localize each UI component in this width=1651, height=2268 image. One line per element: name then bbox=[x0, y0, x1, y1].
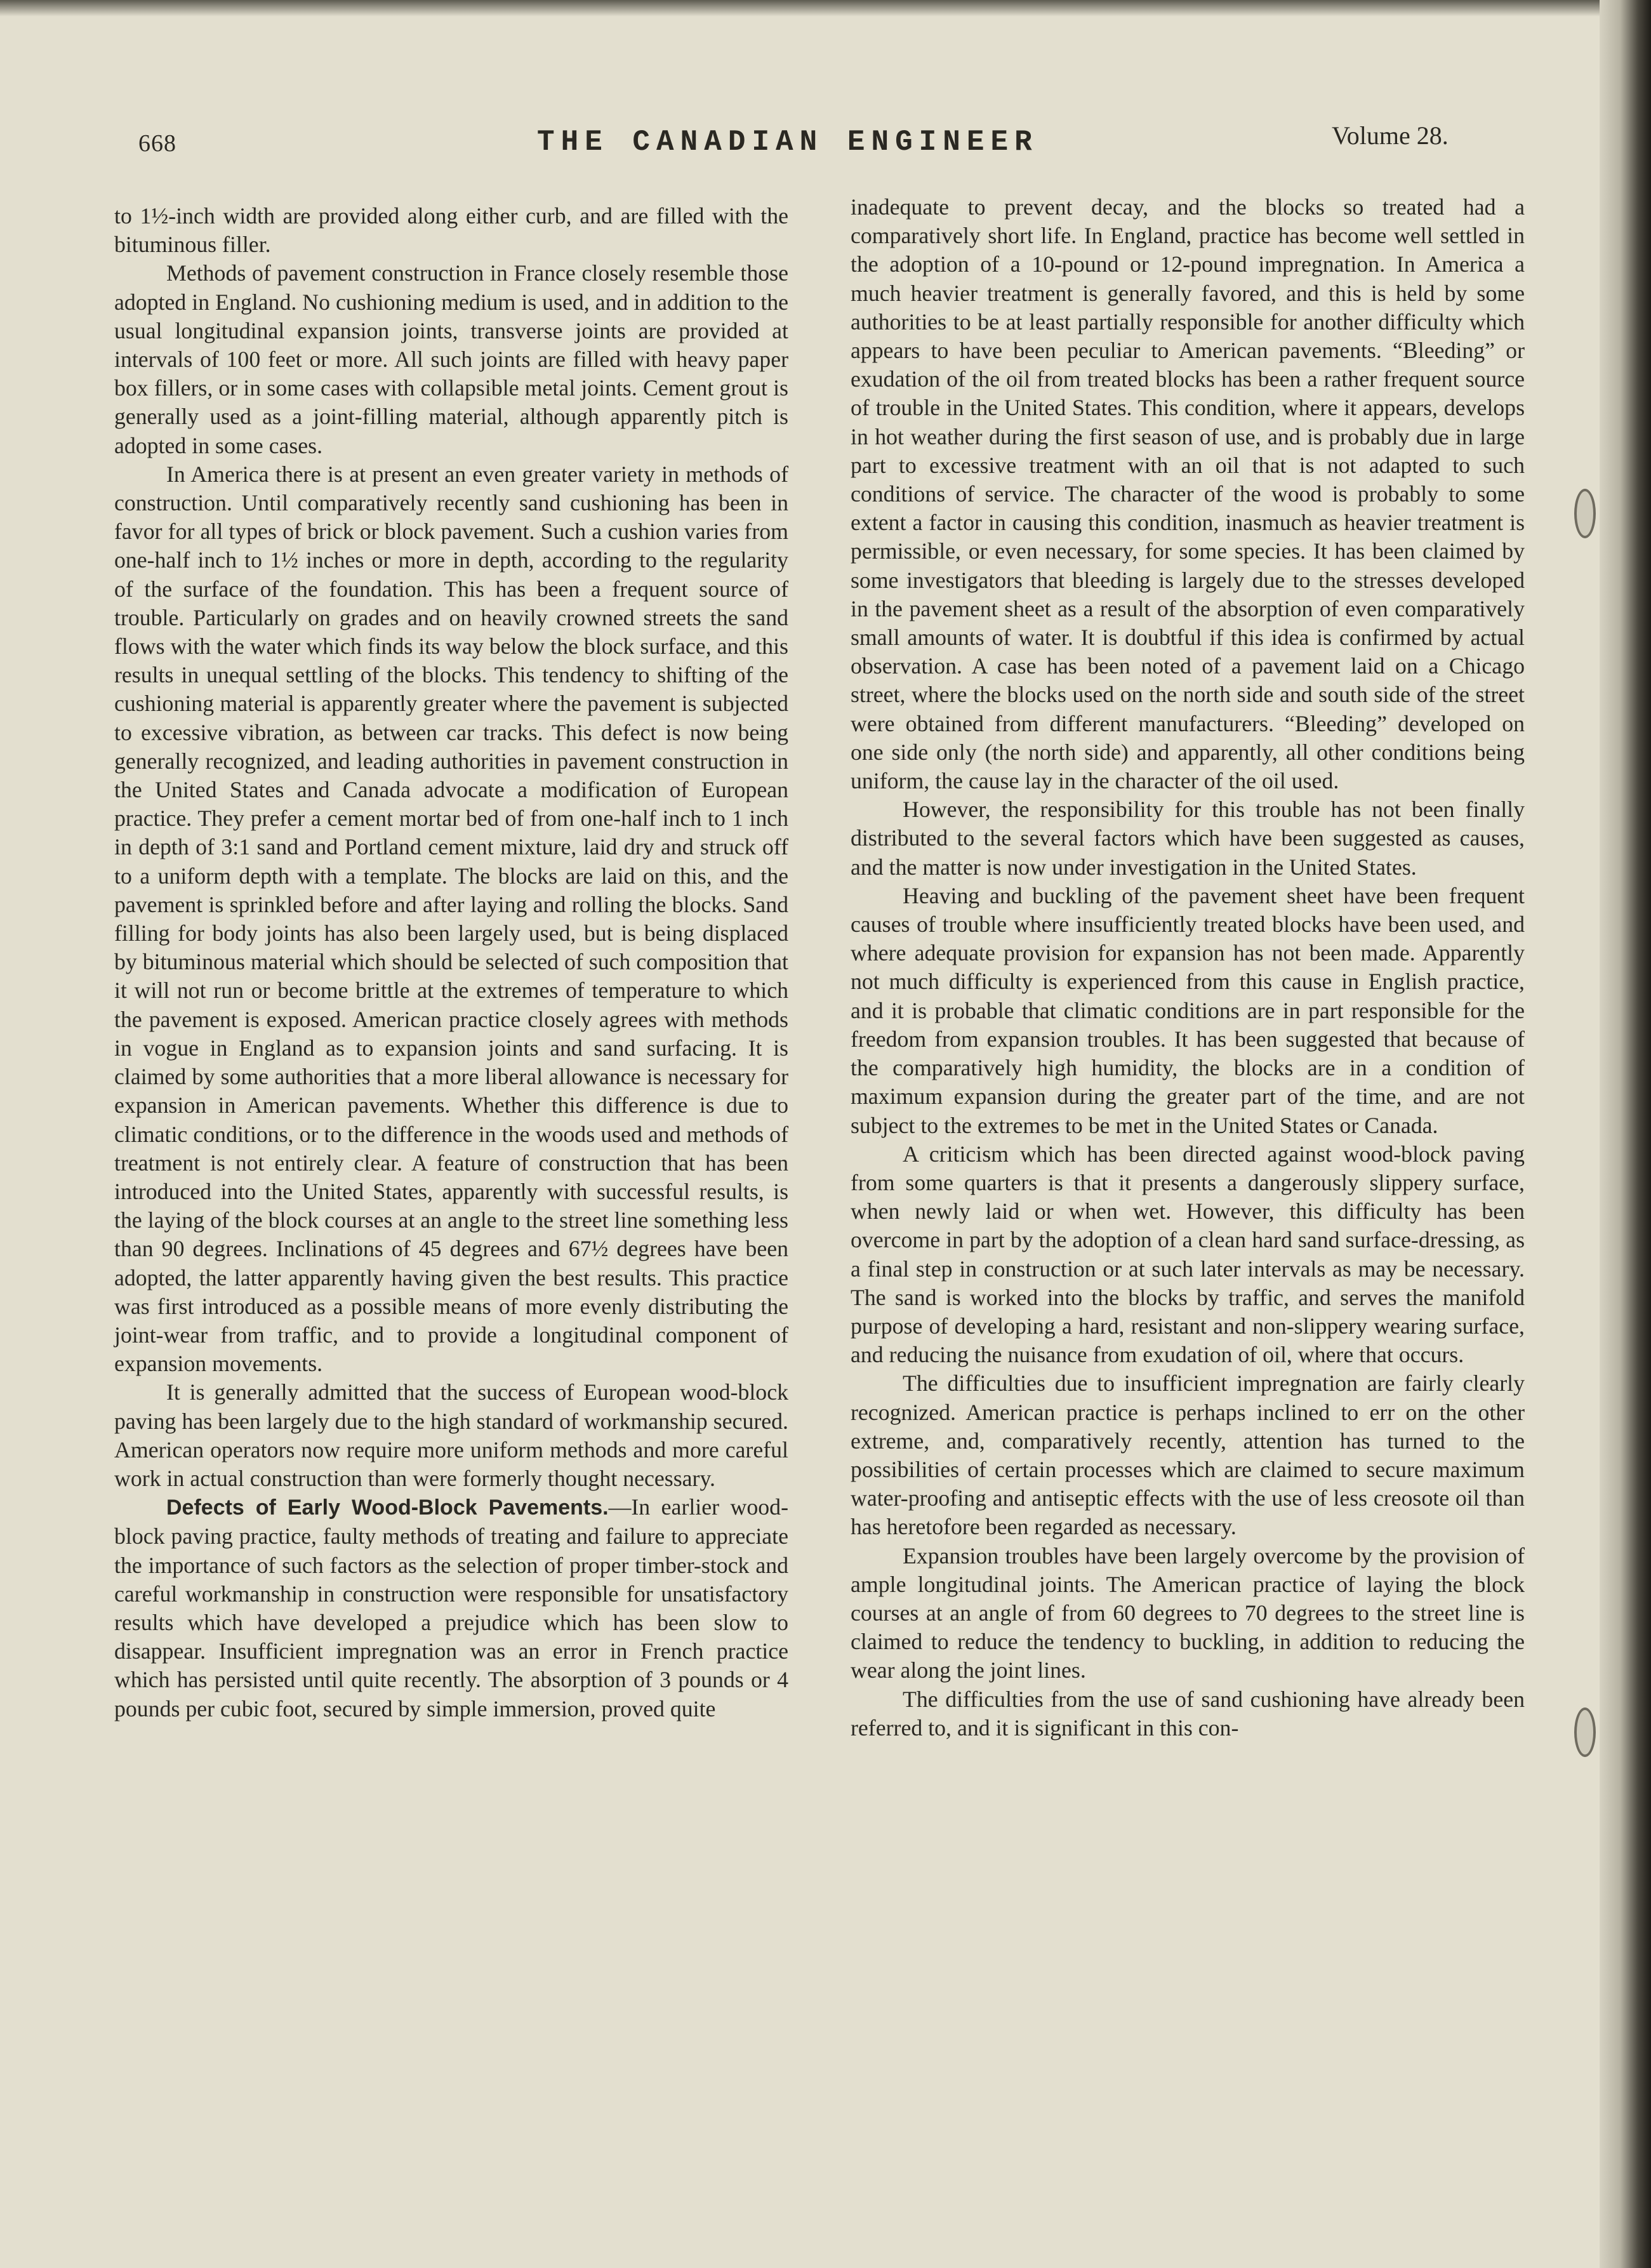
paragraph-text: —In earlier wood-block paving practice, faulty methods of treating and failure to appreciate the importance of such factors as the selection of proper timber-stock and careful workmanship in construction were responsible for unsatisfactory results which have developed a prejudice which has been slow to disappear. Insufficient impregnation was an error in French practice which has persisted until quite recently. The absorption of 3 pounds or 4 pounds per cubic foot, secured by simple immersion, proved quite bbox=[114, 1494, 788, 1721]
binding-hole-icon bbox=[1574, 489, 1596, 538]
paragraph: inadequate to prevent decay, and the blocks so treated had a comparatively short life. In England, practice has become well settled in the adoption of a 10-pound or 12-pound impregnation. In America a much heavier treatment is generally favored, and this is held by some authorities to be at least partially responsible for another difficulty which appears to have been peculiar to American pavements. “Bleeding” or exudation of the oil from treated blocks has been a rather frequent source of trouble in the United States. This condition, where it appears, develops in hot weather during the first season of use, and is probably due in large part to excessive treatment with an oil that is not adapted to such conditions of service. The character of the wood is probably to some extent a factor in causing this condition, inasmuch as heavier treatment is permissible, or even necessary, for some species. It has been claimed by some investigators that bleeding is largely due to the stresses developed in the pavement sheet as a result of the absorption of even comparatively small amounts of water. It is doubtful if this idea is confirmed by actual observation. A case has been noted of a pavement laid on a Chicago street, where the blocks used on the north side and south side of the street were obtained from different manufacturers. “Bleeding” developed on one side only (the north side) and apparently, all other conditions being uniform, the cause lay in the character of the oil used. bbox=[851, 194, 1525, 794]
volume-label: Volume 28. bbox=[1332, 121, 1449, 150]
paragraph: It is generally admitted that the success of European wood-block paving has been largely due to the high standard of workmanship secured. American operators now require more uniform methods and more careful work in actual construction than were formerly thought necessary. bbox=[114, 1379, 788, 1491]
section-subheading: Defects of Early Wood-Block Pavements. bbox=[166, 1495, 609, 1520]
paragraph: Heaving and buckling of the pavement sheet have been frequent causes of trouble where insufficiently treated blocks have been used, and where adequate provision for expansion has not been made. Apparently not much difficulty is experienced from this cause in English practice, and it is probable that climatic conditions are in part responsible for the freedom from expansion troubles. It has been suggested that because of the comparatively high humidity, the blocks are in a condition of maximum expansion during the greater part of the time, and are not subject to the extremes to be met in the United States or Canada. bbox=[851, 882, 1525, 1138]
right-column bbox=[851, 193, 1525, 1742]
paragraph: A criticism which has been directed against wood-block paving from some quarters is that it presents a dangerously slippery surface, when newly laid or when wet. However, this difficulty has been overcome in part by the adoption of a clean hard sand surface-dressing, as a final step in construction or at such later intervals as may be necessary. The sand is worked into the blocks by traffic, and serves the manifold purpose of developing a hard, resistant and non-slippery wearing surface, and reducing the nuisance from exudation of oil, where that occurs. bbox=[851, 1141, 1525, 1368]
paragraph: to 1½-inch width are provided along either curb, and are filled with the bituminous filler. bbox=[114, 203, 788, 258]
binding-edge bbox=[1600, 0, 1651, 2268]
page-number: 668 bbox=[138, 130, 176, 157]
paragraph: In America there is at present an even greater variety in methods of construction. Until comparatively recently sand cushioning has been in favor for all types of brick or block pavement. Such a cushion varies from one-half inch to 1½ inches or more in depth, according to the regularity of the surface of the foundation. This has been a frequent source of trouble. Particularly on grades and on heavily crowned streets the sand flows with the water which finds its way below the block surface, and this results in unequal settling of the blocks. This tendency to shifting of the cushioning material is apparently greater where the pavement is subjected to excessive vibration, as between car tracks. This defect is now being generally recognized, and leading authorities in pavement construction in the United States and Canada advocate a modification of European practice. They prefer a cement mortar bed of from one-half inch to 1 inch in depth of 3:1 sand and Portland cement mixture, laid dry and struck off to a uniform depth with a template. The blocks are laid on this, and the pavement is sprinkled before and after laying and rolling the blocks. Sand filling for body joints has also been largely used, but is being displaced by bituminous material which should be selected of such composition that it will not run or become brittle at the extremes of temperature to which the pavement is exposed. American practice closely agrees with methods in vogue in England as to expansion joints and sand surfacing. It is claimed by some authorities that a more liberal allowance is necessary for expansion in American pavements. Whether this difference is due to climatic conditions, or to the difference in the woods used and methods of treatment is not entirely clear. A feature of construction that has been introduced into the United States, apparently with successful results, is the laying of the block courses at an angle to the street line something less than 90 degrees. Inclinations of 45 degrees and 67½ degrees have been adopted, the latter apparently having given the best results. This practice was first introduced as a possible means of more evenly distributing the joint-wear from traffic, and to provide a longitudinal component of expansion movements. bbox=[114, 461, 788, 1377]
journal-title: THE CANADIAN ENGINEER bbox=[537, 126, 1038, 159]
paragraph: Methods of pavement construction in France closely resemble those adopted in England. No cushioning medium is used, and in addition to the usual longitudinal expansion joints, transverse joints are provided at intervals of 100 feet or more. All such joints are filled with heavy paper box fillers, or in some cases with collapsible metal joints. Cement grout is generally used as a joint-filling material, although apparently pitch is adopted in some cases. bbox=[114, 260, 788, 458]
page-top-shadow bbox=[0, 0, 1617, 17]
paragraph: The difficulties from the use of sand cushioning have already been referred to, and it is significant in this con- bbox=[851, 1686, 1525, 1741]
page-header bbox=[0, 121, 1617, 159]
paragraph: The difficulties due to insufficient impregnation are fairly clearly recognized. American practice is perhaps inclined to err on the other extreme, and, comparatively recently, attention has turned to the possibilities of certain processes which are claimed to secure maximum water-proofing and antiseptic effects with the use of less creosote oil than has heretofore been regarded as necessary. bbox=[851, 1370, 1525, 1540]
left-column bbox=[114, 202, 788, 1723]
paragraph-with-subhead bbox=[114, 1493, 788, 1723]
paragraph: However, the responsibility for this trouble has not been finally distributed to the several factors which have been suggested as causes, and the matter is now under investigation in the United States. bbox=[851, 797, 1525, 880]
paragraph: Expansion troubles have been largely overcome by the provision of ample longitudinal joints. The American practice of laying the block courses at an angle of from 60 degrees to 70 degrees to the street line is claimed to reduce the tendency to buckling, in addition to reducing the wear along the joint lines. bbox=[851, 1542, 1525, 1683]
binding-hole-icon bbox=[1574, 1708, 1596, 1757]
